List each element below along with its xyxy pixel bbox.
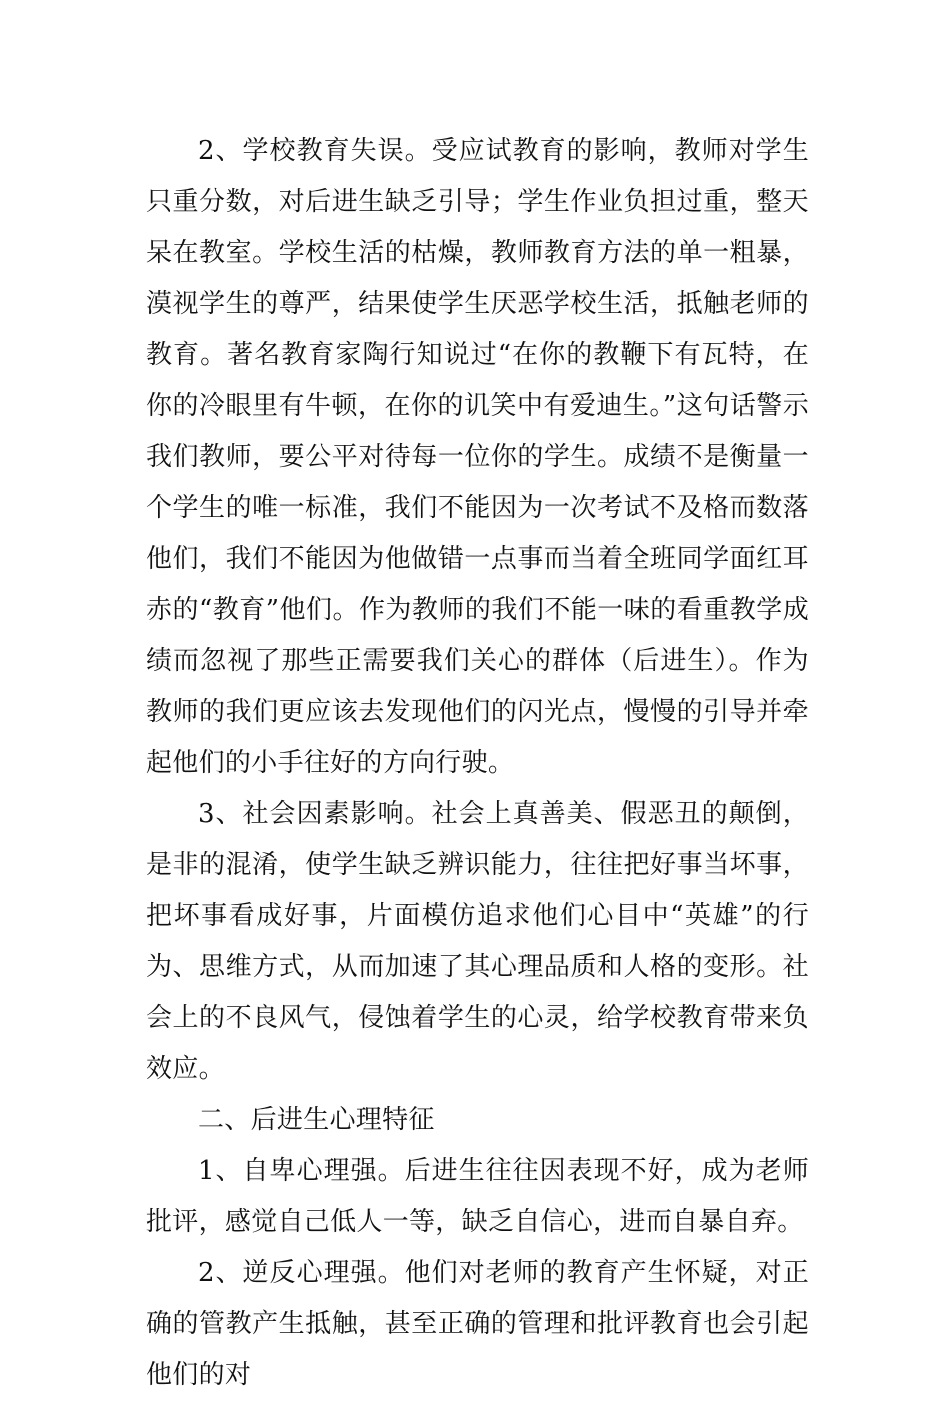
paragraph-inferiority: 1、自卑心理强。后进生往往因表现不好，成为老师批评，感觉自己低人一等，缺乏自信心，进而自暴自弃。 — [146, 1156, 809, 1237]
document-body — [146, 126, 809, 1401]
paragraph-social-factors: 3、社会因素影响。社会上真善美、假恶丑的颠倒，是非的混淆，使学生缺乏辨识能力，往往把好事当坏事，把坏事看成好事，片面模仿追求他们心目中“英雄”的行为、思维方式，从而加速了其心理品质和人格的变形。社会上的不良风气，侵蚀着学生的心灵，给学校教育带来负效应。 — [146, 799, 809, 1084]
paragraph-rebellion: 2、逆反心理强。他们对老师的教育产生怀疑，对正确的管教产生抵触，甚至正确的管理和批评教育也会引起他们的对 — [146, 1258, 809, 1390]
section-heading: 二、后进生心理特征 — [198, 1105, 435, 1135]
paragraph-school-education: 2、学校教育失误。受应试教育的影响，教师对学生只重分数，对后进生缺乏引导；学生作业负担过重，整天呆在教室。学校生活的枯燥，教师教育方法的单一粗暴，漠视学生的尊严，结果使学生厌恶学校生活，抵触老师的教育。著名教育家陶行知说过“在你的教鞭下有瓦特，在你的冷眼里有牛顿，在你的讥笑中有爱迪生。”这句话警示我们教师，要公平对待每一位你的学生。成绩不是衡量一个学生的唯一标准，我们不能因为一次考试不及格而数落他们，我们不能因为他做错一点事而当着全班同学面红耳赤的“教育”他们。作为教师的我们不能一味的看重教学成绩而忽视了那些正需要我们关心的群体（后进生）。作为教师的我们更应该去发现他们的闪光点，慢慢的引导并牵起他们的小手往好的方向行驶。 — [146, 136, 809, 778]
